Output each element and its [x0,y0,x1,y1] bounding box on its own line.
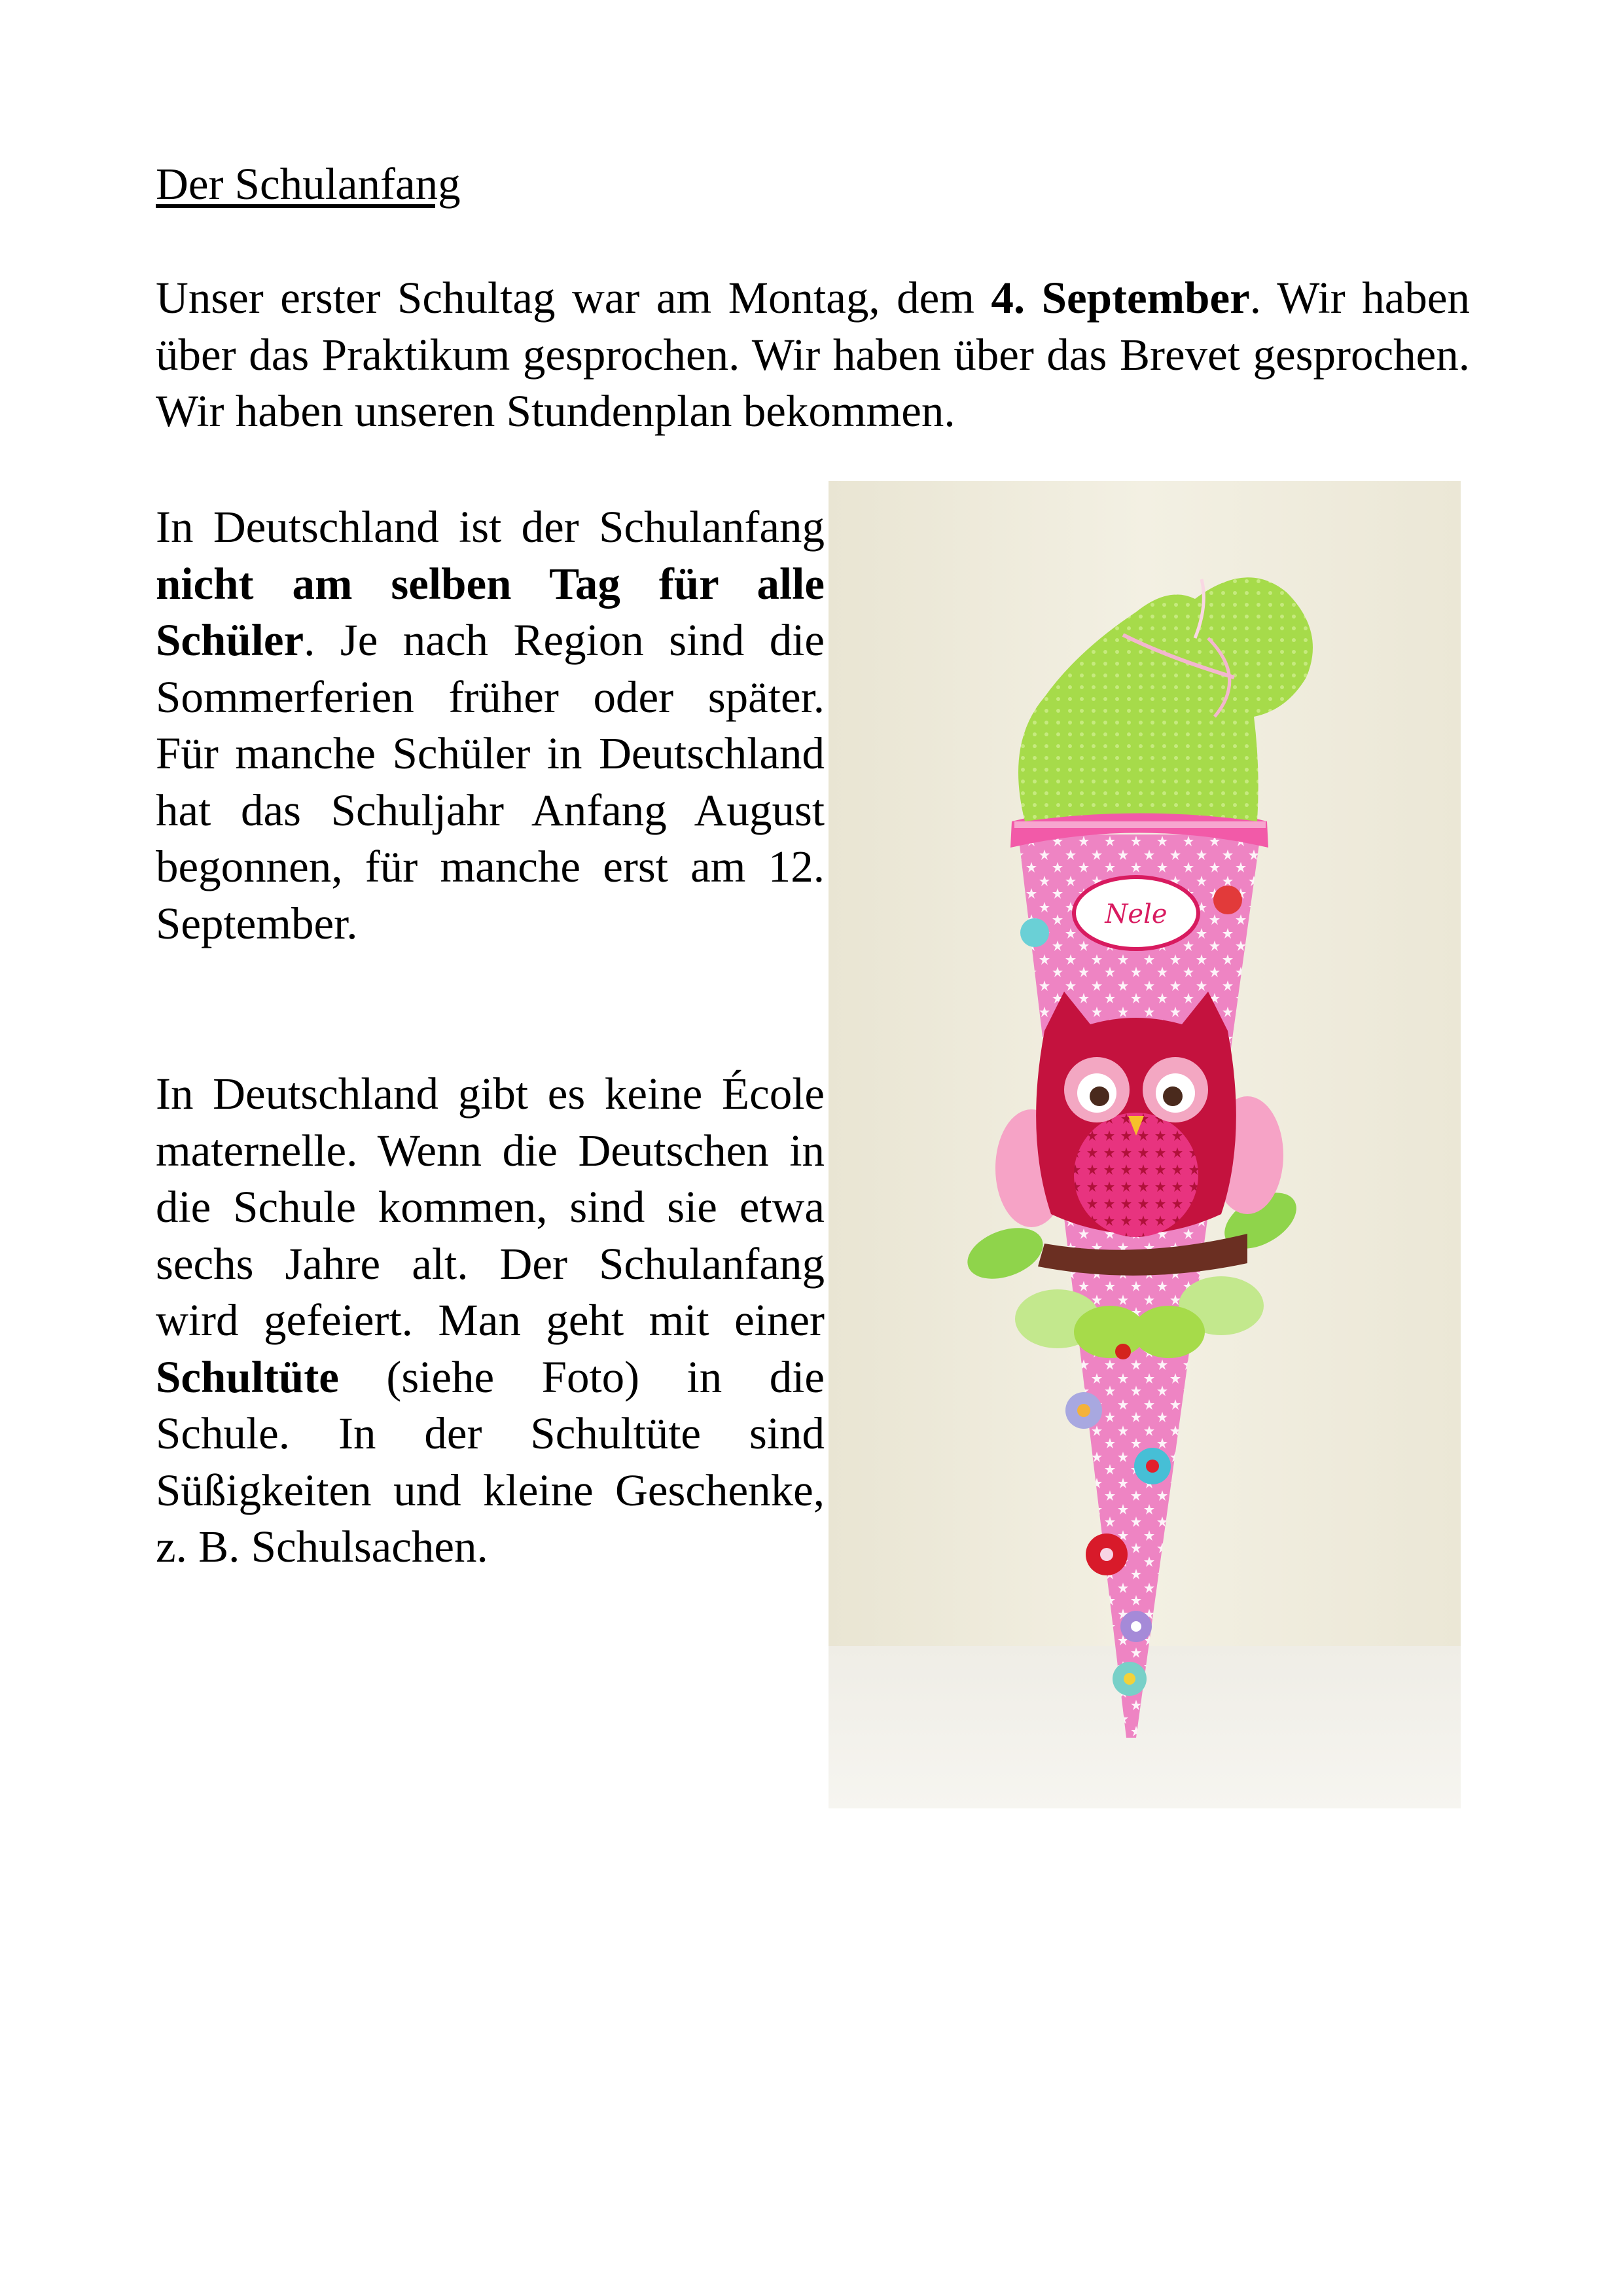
flower [1020,918,1049,947]
bold-schultuete: Schultüte [156,1352,339,1402]
paragraph-text: . Je nach Region sind die Sommerferien früher oder später. Für manche Schüler in Deutschland hat das Schuljahr Anfang August begonnen, für manche erst am 12. September. [156,615,825,948]
flower-center [1131,1621,1141,1632]
paragraph-text: In Deutschland gibt es keine École maternelle. Wenn die Deutschen in die Schule kommen, sind sie etwa sechs Jahre alt. Der Schulanfang wird gefeiert. Man geht mit einer [156,1069,825,1345]
name-tag-text: Nele [1105,899,1168,929]
paragraph-first-school-day [156,270,1470,440]
paragraph-text: . Wir haben über das Praktikum gesprochen. Wir haben über das Brevet gesprochen. Wir haben unseren Stundenplan bekommen. [156,273,1471,436]
owl-pupil [1163,1086,1183,1106]
flower-center [1100,1548,1113,1561]
bold-phrase: nicht am selben Tag für alle Schüler [156,558,825,665]
flower [1213,886,1242,914]
owl-pupil [1090,1086,1109,1106]
bold-date: 4. September [991,273,1250,323]
flower-center [1077,1404,1090,1417]
schultuete-photo [829,481,1461,1808]
document-title: Der Schulanfang [156,159,461,209]
paragraph-schultuete [156,1066,825,1575]
paragraph-text: (siehe Foto) in die Schule. In der Schultüte sind Süßigkeiten und kleine Geschenke, z. B. Schulsachen. [156,1352,825,1571]
paragraph-text: In Deutschland ist der Schulanfang [156,502,825,552]
paragraph-text: Unser erster Schultag war am Montag, dem [156,273,991,323]
schultuete-illustration [829,481,1461,1808]
flower-center [1124,1673,1135,1685]
flower-center [1146,1460,1159,1473]
ladybug [1115,1344,1131,1359]
cone-trim [1014,821,1266,828]
paragraph-school-start-germany [156,499,825,952]
leaf [1133,1306,1205,1358]
